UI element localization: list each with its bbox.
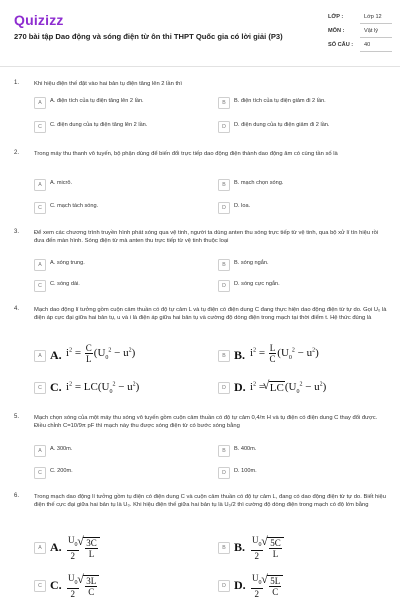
option-b[interactable]	[218, 535, 388, 561]
option-letter-box[interactable]: B	[218, 97, 230, 109]
option-label: B.	[234, 348, 246, 362]
option-text: A. 300m.	[50, 445, 73, 452]
document-title: 270 bài tập Dao động và sóng điện từ ôn thi THPT Quốc gia có lời giải (P3)	[14, 32, 283, 41]
option-text: D. sóng cực ngắn.	[234, 280, 280, 287]
option-text: C. mạch tách sóng.	[50, 202, 99, 209]
option-label: A.	[50, 348, 62, 362]
square-root: √ $\frac{3L}{C}$	[83, 575, 99, 597]
meta-key: MÔN :	[328, 28, 345, 34]
fraction: $\frac{U_0}{2}$	[68, 573, 78, 599]
header-divider	[0, 66, 400, 67]
option-letter-box[interactable]: C	[34, 382, 46, 394]
option-text: B. 400m.	[234, 445, 257, 452]
option-text: C. 200m.	[50, 467, 73, 474]
option-text: C. sóng dài.	[50, 280, 80, 287]
meta-value: Vật lý	[364, 28, 378, 34]
option-letter-box[interactable]: A	[34, 97, 46, 109]
option-letter-box[interactable]: B	[218, 445, 230, 457]
meta-value: 40	[364, 42, 371, 48]
meta-key: SỐ CÂU :	[328, 42, 354, 48]
meta-value: Lớp 12	[364, 14, 382, 20]
question-number: 6.	[14, 493, 20, 499]
option-letter-box[interactable]: B	[218, 542, 230, 554]
option-letter-box[interactable]: D	[218, 121, 230, 133]
meta-underline	[360, 51, 392, 52]
meta-row-class	[328, 14, 392, 28]
meta-row-subject	[328, 28, 392, 42]
option-d[interactable]	[218, 573, 388, 599]
question-text: Để xem các chương trình truyền hình phát sóng qua vệ tinh, người ta dùng anten thu sóng trực tiếp từ vệ tinh, qua bộ xử lí tín hiệu rồi đưa đến màn hình. Sóng điện từ mà anten thu trực tiếp từ vệ tinh thuộc loại	[34, 230, 379, 245]
question-number: 1.	[14, 80, 20, 86]
square-root: √ $\frac{5L}{C}$	[267, 575, 283, 597]
option-text: A. micrô.	[50, 179, 73, 186]
question-number: 2.	[14, 150, 20, 156]
option-c[interactable]	[34, 573, 204, 599]
square-root: √ $\frac{5C}{L}$	[267, 537, 284, 559]
option-letter-box[interactable]: A	[34, 259, 46, 271]
question-number: 3.	[14, 229, 20, 235]
question-number: 5.	[14, 414, 20, 420]
option-text: D. loa.	[234, 202, 251, 209]
option-text: A. điện tích của tụ điện tăng lên 2 lần.	[50, 97, 144, 104]
meta-row-count	[328, 42, 392, 56]
option-label: C.	[50, 578, 62, 592]
formula: $i^2 = LC(U_0^2 - u^2)$	[66, 381, 140, 396]
meta-underline	[360, 37, 392, 38]
fraction: $\frac{U_0}{2}$	[252, 535, 262, 561]
option-text: D. 100m.	[234, 467, 257, 474]
question-text: Mạch chọn sóng của một máy thu sóng vô tuyến gồm cuộn cảm thuần có độ tự cảm 0,4/π H và tụ điện có điện dung C thay đổi được. Điều chỉnh C=10/9π pF thì mạch này thu được sóng điện từ có bước sóng bằng	[34, 415, 378, 430]
option-letter-box[interactable]: A	[34, 179, 46, 191]
question-text: Mạch dao động lí tưởng gồm cuộn cảm thuần có độ tự cảm L và tụ điện có điện dung C đang thực hiện dao động điện từ tự do. Gọi U₀ là điện áp cực đại giữa hai bản tụ, u và i là điện áp giữa hai bản tụ và cường độ dòng điện trong mạch tại thời điểm t. Hệ thức đúng là	[34, 307, 387, 322]
option-label: B.	[234, 540, 246, 554]
fraction: $\frac{U_0}{2}$	[252, 573, 262, 599]
option-text: B. điện tích của tụ điện giảm đi 2 lần.	[234, 97, 326, 104]
option-letter-box[interactable]: A	[34, 445, 46, 457]
option-letter-box[interactable]: B	[218, 350, 230, 362]
option-text: D. điện dung của tụ điện giảm đi 2 lần.	[234, 121, 330, 128]
option-letter-box[interactable]: C	[34, 202, 46, 214]
header	[0, 0, 400, 64]
formula	[250, 535, 284, 561]
meta-underline	[360, 23, 392, 24]
option-letter-box[interactable]: D	[218, 580, 230, 592]
formula	[66, 573, 99, 599]
option-c[interactable]	[34, 375, 204, 401]
fraction: $\frac{L}{C}$	[269, 343, 276, 364]
option-text: C. điện dung của tụ điện tăng lên 2 lần.	[50, 121, 148, 128]
option-label: A.	[50, 540, 62, 554]
question-text: Trong máy thu thanh vô tuyến, bộ phận dùng để biến đổi trực tiếp dao động điện thành dao động âm có cùng tần số là	[34, 151, 338, 157]
formula	[250, 573, 283, 599]
fraction: $\frac{C}{L}$	[85, 343, 92, 364]
meta-key: LỚP :	[328, 14, 344, 20]
option-letter-box[interactable]: B	[218, 259, 230, 271]
option-a[interactable]	[34, 535, 204, 561]
formula: $i^2$ = √ $LC(U_0^2 - u^2)$	[250, 381, 326, 395]
option-letter-box[interactable]: D	[218, 382, 230, 394]
option-letter-box[interactable]: C	[34, 580, 46, 592]
option-letter-box[interactable]: A	[34, 542, 46, 554]
quizizz-logo: Quizizz	[14, 12, 64, 28]
option-letter-box[interactable]: D	[218, 280, 230, 292]
option-letter-box[interactable]: A	[34, 350, 46, 362]
fraction: $\frac{U_0}{2}$	[68, 535, 78, 561]
option-letter-box[interactable]: C	[34, 121, 46, 133]
option-text: B. mạch chọn sóng.	[234, 179, 284, 186]
option-label: D.	[234, 380, 246, 394]
option-a[interactable]	[34, 343, 204, 369]
option-text: A. sóng trung.	[50, 259, 85, 266]
formula	[66, 535, 100, 561]
formula: $i^2$ = $\frac{L}{C}$ $(U_0^2 - u^2)$	[250, 343, 319, 364]
square-root: √ $\frac{3C}{L}$	[83, 537, 100, 559]
question-number: 4.	[14, 306, 20, 312]
option-label: D.	[234, 578, 246, 592]
meta-panel	[328, 14, 392, 56]
question-text: Khi hiệu điện thế đặt vào hai bản tụ điện tăng lên 2 lần thì	[34, 81, 182, 87]
square-root: √ LC	[269, 381, 285, 394]
option-label: C.	[50, 380, 62, 394]
option-letter-box[interactable]: C	[34, 280, 46, 292]
option-letter-box[interactable]: D	[218, 467, 230, 479]
option-text: B. sóng ngắn.	[234, 259, 269, 266]
option-letter-box[interactable]: B	[218, 179, 230, 191]
option-b[interactable]	[218, 343, 388, 369]
option-letter-box[interactable]: C	[34, 467, 46, 479]
option-letter-box[interactable]: D	[218, 202, 230, 214]
formula: $i^2$ = $\frac{C}{L}$ $(U_0^2 - u^2)$	[66, 343, 136, 364]
option-d[interactable]	[218, 375, 388, 401]
question-text: Trong mạch dao động lí tưởng gồm tụ điện có điện dung C và cuộn cảm thuần có độ tự cảm L, đang có dao động điện từ tự do. Biết hiệu điện thế cực đại giữa hai bản tụ là U₀. Khi hiệu điện thế giữa hai bản tụ là U₀/2 thì cường độ dòng điện trong mạch có độ lớn bằng	[34, 494, 387, 509]
